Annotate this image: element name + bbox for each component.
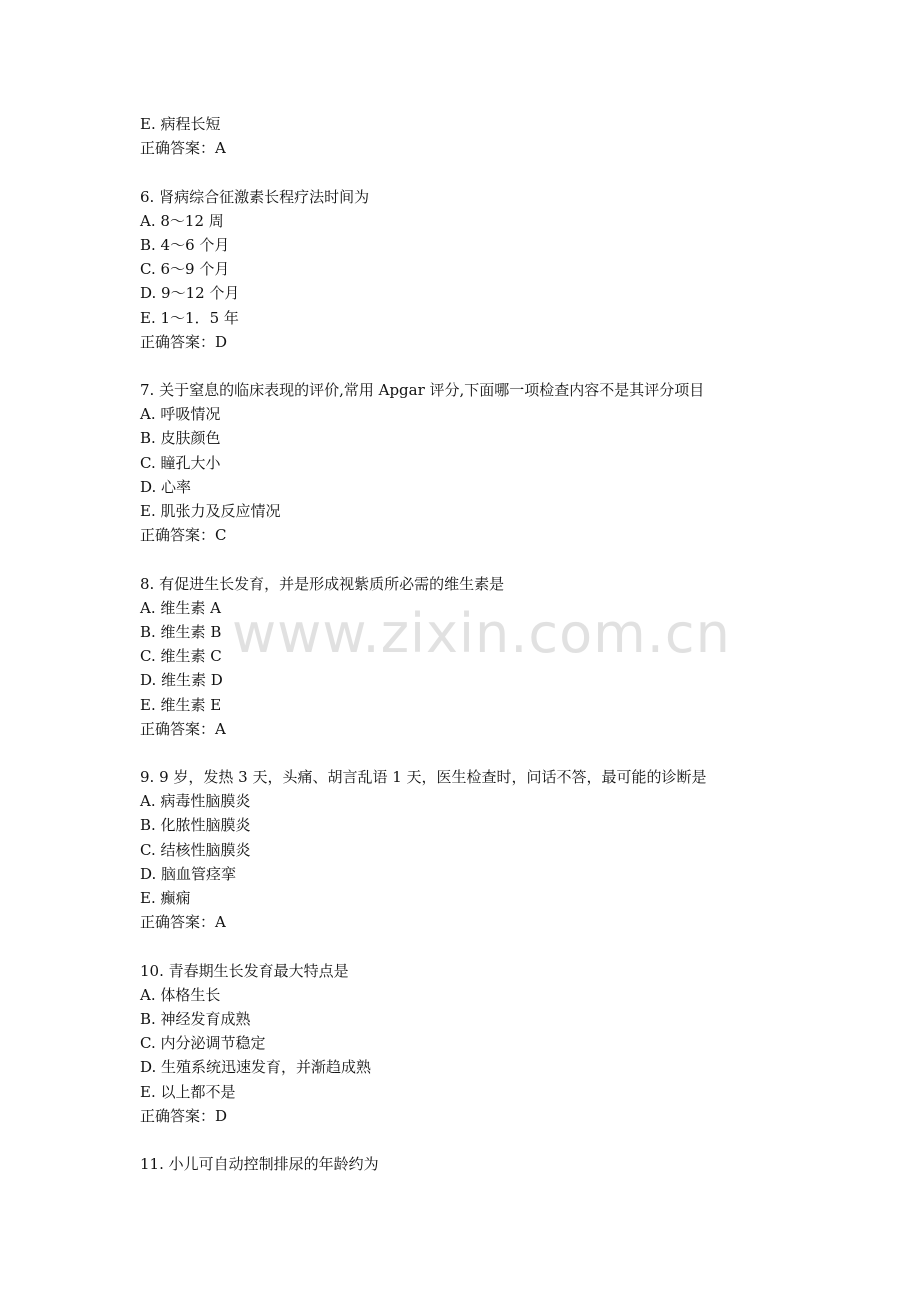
spacer (140, 160, 800, 184)
option-d: D. 维生素 D (140, 671, 223, 690)
question-stem: 9. 9 岁，发热 3 天，头痛、胡言乱语 1 天，医生检查时，问话不答，最可能的诊断是 (140, 768, 707, 787)
option-c: C. 结核性脑膜炎 (140, 840, 251, 859)
option-e: E. 以上都不是 (140, 1082, 236, 1101)
question-stem: 7. 关于窒息的临床表现的评价,常用 Apgar 评分,下面哪一项检查内容不是其评分项目 (140, 381, 705, 400)
spacer (140, 354, 800, 378)
option-a: A. 病毒性脑膜炎 (140, 792, 251, 811)
option-a: A. 8～12 周 (140, 211, 224, 230)
option-d: D. 心率 (140, 477, 192, 496)
option-d: D. 生殖系统迅速发育，并渐趋成熟 (140, 1058, 372, 1077)
question-stem: 6. 肾病综合征激素长程疗法时间为 (140, 187, 370, 206)
watermark: www.zixin.com.cn (232, 602, 731, 665)
option-e: E. 肌张力及反应情况 (140, 502, 281, 520)
question-stem: 10. 青春期生长发育最大特点是 (140, 961, 349, 980)
question-stem: 11. 小儿可自动控制排尿的年龄约为 (140, 1155, 379, 1174)
answer-line: 正确答案：C (140, 526, 227, 545)
option-a: A. 维生素 A (140, 598, 221, 617)
answer-line: 正确答案：A (140, 913, 226, 932)
option-d: D. 脑血管痉挛 (140, 864, 237, 883)
answer-line: 正确答案：A (140, 139, 226, 158)
option-c: C. 瞳孔大小 (140, 453, 221, 472)
spacer (140, 741, 800, 765)
option-e: E. 维生素 E (140, 695, 222, 714)
option-d: D. 9～12 个月 (140, 284, 240, 303)
option-e: E. 1～1．5 年 (140, 308, 239, 327)
option-a: A. 呼吸情况 (140, 405, 221, 424)
spacer (140, 547, 800, 571)
option-b: B. 化脓性脑膜炎 (140, 816, 251, 835)
answer-line: 正确答案：A (140, 719, 226, 738)
option-b: B. 神经发育成熟 (140, 1009, 251, 1028)
option-c: C. 维生素 C (140, 647, 222, 666)
answer-line: 正确答案：D (140, 332, 228, 351)
question-stem: 8. 有促进生长发育，并是形成视紫质所必需的维生素是 (140, 574, 505, 593)
option-b: B. 4～6 个月 (140, 235, 230, 254)
option-e: E. 癫痫 (140, 889, 191, 907)
question-list (140, 112, 800, 1176)
spacer (140, 934, 800, 958)
answer-line: 正确答案：D (140, 1106, 228, 1125)
option-c: C. 内分泌调节稳定 (140, 1034, 266, 1053)
spacer (140, 1128, 800, 1152)
option-c: C. 6～9 个月 (140, 260, 230, 279)
option-b: B. 维生素 B (140, 622, 222, 641)
option-b: B. 皮肤颜色 (140, 429, 221, 448)
option-e: E. 病程长短 (140, 115, 221, 133)
option-a: A. 体格生长 (140, 985, 221, 1004)
